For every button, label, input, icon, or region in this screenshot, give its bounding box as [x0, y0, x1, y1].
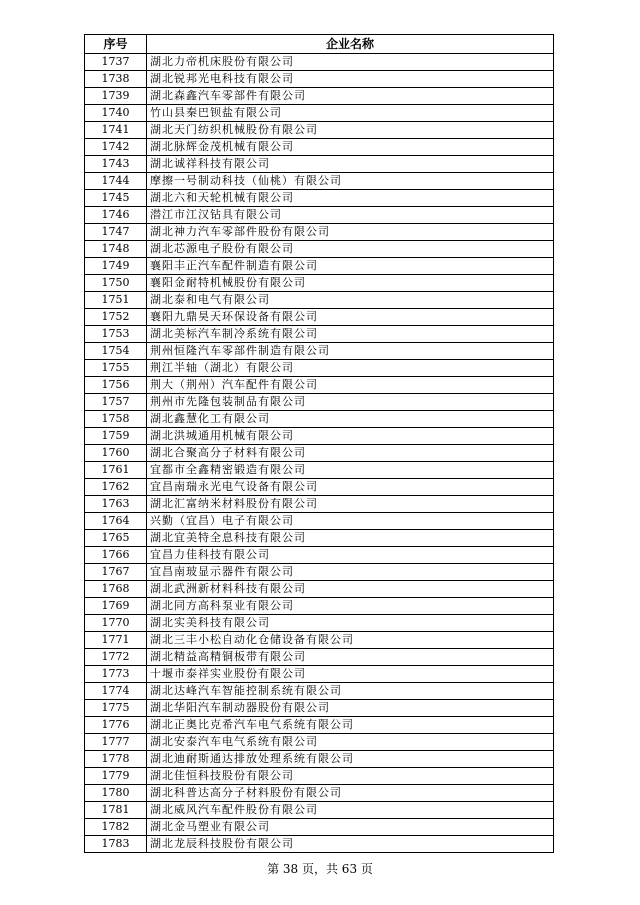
row-seq: 1781: [85, 802, 147, 819]
row-seq: 1760: [85, 445, 147, 462]
row-seq: 1756: [85, 377, 147, 394]
row-seq: 1775: [85, 700, 147, 717]
row-company-name: 湖北安泰汽车电气系统有限公司: [147, 734, 554, 751]
row-seq: 1780: [85, 785, 147, 802]
header-row: [85, 35, 554, 54]
row-seq: 1777: [85, 734, 147, 751]
row-seq: 1752: [85, 309, 147, 326]
table-row: [85, 819, 554, 836]
table-row: [85, 122, 554, 139]
row-seq: 1758: [85, 411, 147, 428]
row-company-name: 潜江市江汉钻具有限公司: [147, 207, 554, 224]
table-row: [85, 394, 554, 411]
table-row: [85, 717, 554, 734]
table-row: [85, 734, 554, 751]
row-company-name: 湖北同方高科泵业有限公司: [147, 598, 554, 615]
header-name: 企业名称: [147, 35, 554, 54]
table-row: [85, 258, 554, 275]
table-row: [85, 785, 554, 802]
row-seq: 1779: [85, 768, 147, 785]
row-seq: 1754: [85, 343, 147, 360]
table-row: [85, 139, 554, 156]
row-company-name: 荆州恒隆汽车零部件制造有限公司: [147, 343, 554, 360]
table-row: [85, 683, 554, 700]
row-company-name: 湖北达峰汽车智能控制系统有限公司: [147, 683, 554, 700]
row-seq: 1745: [85, 190, 147, 207]
row-seq: 1762: [85, 479, 147, 496]
table-row: [85, 836, 554, 853]
row-company-name: 湖北锐邦光电科技有限公司: [147, 71, 554, 88]
row-seq: 1740: [85, 105, 147, 122]
row-company-name: 湖北武洲新材料科技有限公司: [147, 581, 554, 598]
row-company-name: 荆江半轴（湖北）有限公司: [147, 360, 554, 377]
row-seq: 1770: [85, 615, 147, 632]
row-seq: 1748: [85, 241, 147, 258]
row-company-name: 竹山县秦巴钡盐有限公司: [147, 105, 554, 122]
row-company-name: 宜昌南瑞永光电气设备有限公司: [147, 479, 554, 496]
table-row: [85, 377, 554, 394]
table-row: [85, 751, 554, 768]
table-row: [85, 275, 554, 292]
row-company-name: 湖北泰和电气有限公司: [147, 292, 554, 309]
row-company-name: 湖北金马塑业有限公司: [147, 819, 554, 836]
table-body: [85, 54, 554, 853]
row-seq: 1750: [85, 275, 147, 292]
table-header: [85, 35, 554, 54]
row-seq: 1764: [85, 513, 147, 530]
row-seq: 1747: [85, 224, 147, 241]
row-company-name: 宜都市全鑫精密锻造有限公司: [147, 462, 554, 479]
row-seq: 1769: [85, 598, 147, 615]
row-company-name: 湖北合聚高分子材料有限公司: [147, 445, 554, 462]
table-row: [85, 207, 554, 224]
row-company-name: 宜昌力佳科技有限公司: [147, 547, 554, 564]
row-seq: 1755: [85, 360, 147, 377]
row-seq: 1767: [85, 564, 147, 581]
row-company-name: 湖北洪城通用机械有限公司: [147, 428, 554, 445]
row-company-name: 湖北森鑫汽车零部件有限公司: [147, 88, 554, 105]
row-seq: 1746: [85, 207, 147, 224]
row-seq: 1768: [85, 581, 147, 598]
table-row: [85, 190, 554, 207]
table-row: [85, 360, 554, 377]
table-row: [85, 445, 554, 462]
table-row: [85, 292, 554, 309]
row-company-name: 宜昌南玻显示器件有限公司: [147, 564, 554, 581]
row-seq: 1749: [85, 258, 147, 275]
table-row: [85, 428, 554, 445]
row-seq: 1782: [85, 819, 147, 836]
table-row: [85, 462, 554, 479]
row-seq: 1759: [85, 428, 147, 445]
row-company-name: 湖北美标汽车制冷系统有限公司: [147, 326, 554, 343]
row-company-name: 十堰市泰祥实业股份有限公司: [147, 666, 554, 683]
table-row: [85, 649, 554, 666]
header-seq: 序号: [85, 35, 147, 54]
row-company-name: 湖北科普达高分子材料股份有限公司: [147, 785, 554, 802]
row-company-name: 湖北实美科技有限公司: [147, 615, 554, 632]
row-seq: 1783: [85, 836, 147, 853]
table-row: [85, 88, 554, 105]
row-company-name: 湖北脉辉金茂机械有限公司: [147, 139, 554, 156]
table-row: [85, 105, 554, 122]
row-seq: 1744: [85, 173, 147, 190]
row-company-name: 湖北力帝机床股份有限公司: [147, 54, 554, 71]
row-seq: 1774: [85, 683, 147, 700]
row-company-name: 荆州市先隆包装制品有限公司: [147, 394, 554, 411]
row-company-name: 湖北华阳汽车制动器股份有限公司: [147, 700, 554, 717]
row-seq: 1763: [85, 496, 147, 513]
table-row: [85, 666, 554, 683]
row-company-name: 湖北芯源电子股份有限公司: [147, 241, 554, 258]
row-company-name: 湖北三丰小松自动化仓储设备有限公司: [147, 632, 554, 649]
table-row: [85, 411, 554, 428]
page-footer: 第 38 页，共 63 页: [267, 862, 373, 876]
row-seq: 1773: [85, 666, 147, 683]
row-company-name: 湖北鑫慧化工有限公司: [147, 411, 554, 428]
row-company-name: 湖北汇富纳米材料股份有限公司: [147, 496, 554, 513]
row-seq: 1737: [85, 54, 147, 71]
row-company-name: 兴勤（宜昌）电子有限公司: [147, 513, 554, 530]
table-row: [85, 71, 554, 88]
row-seq: 1776: [85, 717, 147, 734]
row-seq: 1771: [85, 632, 147, 649]
table-row: [85, 768, 554, 785]
table-row: [85, 343, 554, 360]
company-table: [84, 34, 554, 853]
table-row: [85, 581, 554, 598]
row-company-name: 襄阳九鼎昊天环保设备有限公司: [147, 309, 554, 326]
row-company-name: 湖北天门纺织机械股份有限公司: [147, 122, 554, 139]
table-row: [85, 547, 554, 564]
row-seq: 1757: [85, 394, 147, 411]
table-row: [85, 156, 554, 173]
table-row: [85, 479, 554, 496]
row-seq: 1772: [85, 649, 147, 666]
row-seq: 1778: [85, 751, 147, 768]
table-row: [85, 54, 554, 71]
row-company-name: 湖北神力汽车零部件股份有限公司: [147, 224, 554, 241]
row-company-name: 湖北佳恒科技股份有限公司: [147, 768, 554, 785]
row-company-name: 襄阳金耐特机械股份有限公司: [147, 275, 554, 292]
table-row: [85, 309, 554, 326]
table-row: [85, 564, 554, 581]
row-seq: 1739: [85, 88, 147, 105]
table-row: [85, 241, 554, 258]
row-company-name: 湖北诚祥科技有限公司: [147, 156, 554, 173]
row-seq: 1766: [85, 547, 147, 564]
table-row: [85, 632, 554, 649]
row-company-name: 荆大（荆州）汽车配件有限公司: [147, 377, 554, 394]
table-row: [85, 700, 554, 717]
row-seq: 1765: [85, 530, 147, 547]
row-seq: 1761: [85, 462, 147, 479]
table-row: [85, 802, 554, 819]
row-seq: 1743: [85, 156, 147, 173]
row-seq: 1738: [85, 71, 147, 88]
table-row: [85, 530, 554, 547]
row-seq: 1742: [85, 139, 147, 156]
row-company-name: 湖北宜美特全息科技有限公司: [147, 530, 554, 547]
row-seq: 1753: [85, 326, 147, 343]
row-company-name: 湖北精益高精铜板带有限公司: [147, 649, 554, 666]
row-company-name: 湖北迪耐斯通达排放处理系统有限公司: [147, 751, 554, 768]
row-seq: 1741: [85, 122, 147, 139]
table-row: [85, 615, 554, 632]
table-row: [85, 173, 554, 190]
row-company-name: 湖北威风汽车配件股份有限公司: [147, 802, 554, 819]
table-row: [85, 598, 554, 615]
row-company-name: 摩擦一号制动科技（仙桃）有限公司: [147, 173, 554, 190]
row-company-name: 湖北六和天轮机械有限公司: [147, 190, 554, 207]
table-row: [85, 513, 554, 530]
table-row: [85, 496, 554, 513]
table-row: [85, 224, 554, 241]
row-seq: 1751: [85, 292, 147, 309]
row-company-name: 襄阳丰正汽车配件制造有限公司: [147, 258, 554, 275]
row-company-name: 湖北龙辰科技股份有限公司: [147, 836, 554, 853]
table-row: [85, 326, 554, 343]
row-company-name: 湖北正奥比克希汽车电气系统有限公司: [147, 717, 554, 734]
